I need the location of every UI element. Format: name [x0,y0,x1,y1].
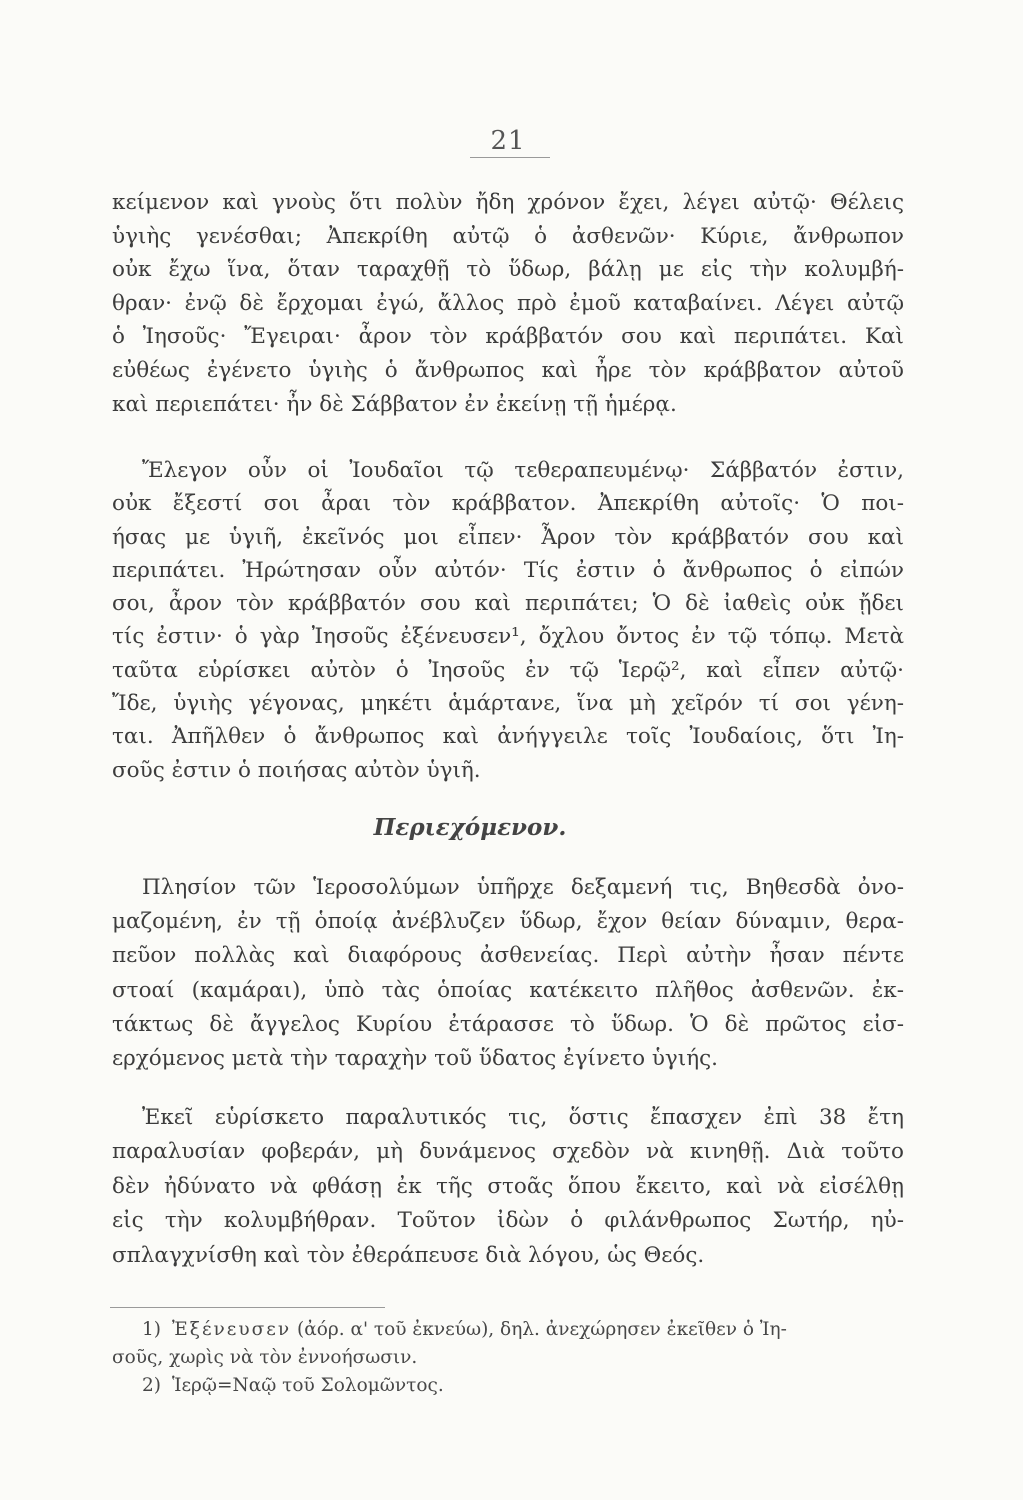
text-line: Ἔλεγον οὖν οἱ Ἰουδαῖοι τῷ τεθεραπευμένῳ· Σάββατόν ἐστιν, [142,458,904,483]
text-line: κείμενον καὶ γνοὺς ὅτι πολὺν ἤδη χρόνον ἔχει, λέγει αὐτῷ· Θέλεις [112,190,904,215]
text-line: ερχόμενος μετὰ τὴν ταραχὴν τοῦ ὕδατος ἐγίνετο ὑγιής. [112,1046,718,1072]
text-line: Ἐκεῖ εὑρίσκετο παραλυτικός τις, ὅστις ἔπασχεν ἐπὶ 38 ἔτη [142,1105,904,1130]
text-line: σοῦς ἐστιν ὁ ποιήσας αὐτὸν ὑγιῆ. [112,757,481,783]
text-line: Πλησίον τῶν Ἱεροσολύμων ὑπῆρχε δεξαμενή τις, Βηθεσδὰ ὀνο- [142,875,904,900]
text-line: στοαί (καμάραι), ὑπὸ τὰς ὁποίας κατέκειτο πλῆθος ἀσθενῶν. ἐκ- [112,977,904,1003]
footnote-text: (ἀόρ. α' τοῦ ἐκνεύω), δηλ. ἀνεχώρησεν ἐκεῖθεν ὁ Ἰη- [296,1319,787,1340]
paragraph-1 [112,186,904,421]
text-line: οὐκ ἔχω ἵνα, ὅταν ταραχθῇ τὸ ὕδωρ, βάλῃ με εἰς τὴν κολυμβή- [112,257,904,283]
page-number-rule [470,157,550,158]
text-line: τάκτως δὲ ἄγγελος Κυρίου ἐτάρασσε τὸ ὕδωρ. Ὁ δὲ πρῶτος εἰσ- [112,1011,904,1037]
footnote-marker: 2) [142,1375,161,1396]
text-line: ὁ Ἰησοῦς· Ἔγειραι· ἆρον τὸν κράββατόν σου καὶ περιπάτει. Καὶ [112,324,904,350]
footnote-text: Ἱερῷ=Ναῷ τοῦ Σολομῶντος. [172,1375,444,1396]
footnote-rule [110,1307,385,1308]
paragraph-3 [112,871,904,1076]
paragraph-4 [112,1101,904,1273]
text-line: τίς ἐστιν· ὁ γὰρ Ἰησοῦς ἐξένευσεν¹, ὄχλου ὄντος ἐν τῷ τόπῳ. Μετὰ [112,624,904,650]
text-line: οὐκ ἔξεστί σοι ἆραι τὸν κράββατον. Ἀπεκρίθη αὐτοῖς· Ὁ ποι- [112,491,904,517]
text-line: ὑγιὴς γενέσθαι; Ἀπεκρίθη αὐτῷ ὁ ἀσθενῶν· Κύριε, ἄνθρωπον [112,223,904,249]
text-line: θραν· ἐνῷ δὲ ἔρχομαι ἐγώ, ἄλλος πρὸ ἐμοῦ καταβαίνει. Λέγει αὐτῷ [112,290,904,316]
footnote-word: Ἐξένευσεν [172,1319,292,1340]
section-title: Περιεχόμενον. [373,814,567,841]
footnote-marker: 1) [142,1319,161,1340]
text-line: εὐθέως ἐγένετο ὑγιὴς ὁ ἄνθρωπος καὶ ἦρε τὸν κράββατον αὐτοῦ [112,357,904,383]
page-number: 21 [490,126,526,156]
text-line: μαζομένη, ἐν τῇ ὁποίᾳ ἀνέβλυζεν ὕδωρ, ἔχον θείαν δύναμιν, θερα- [112,909,904,935]
footnote-1-continuation: σοῦς, χωρὶς νὰ τὸν ἐννοήσωσιν. [112,1347,418,1368]
text-line: ταῦτα εὑρίσκει αὐτὸν ὁ Ἰησοῦς ἐν τῷ Ἱερῷ², καὶ εἶπεν αὐτῷ· [112,657,904,683]
text-line: εἰς τὴν κολυμβήθραν. Τοῦτον ἰδὼν ὁ φιλάνθρωπος Σωτήρ, ηὐ- [112,1208,904,1234]
footnote-1 [112,1316,904,1344]
text-line: δὲν ἠδύνατο νὰ φθάσῃ ἐκ τῆς στοᾶς ὅπου ἔκειτο, καὶ νὰ εἰσέλθῃ [112,1173,904,1199]
text-line: ται. Ἀπῆλθεν ὁ ἄνθρωπος καὶ ἀνήγγειλε τοῖς Ἰουδαίοις, ὅτι Ἰη- [112,724,904,750]
footnote-2 [112,1372,904,1400]
text-line: πεῦον πολλὰς καὶ διαφόρους ἀσθενείας. Περὶ αὐτὴν ἦσαν πέντε [112,943,904,969]
text-line: παραλυσίαν φοβεράν, μὴ δυνάμενος σχεδὸν νὰ κινηθῇ. Διὰ τοῦτο [112,1139,904,1165]
text-line: σοι, ἆρον τὸν κράββατόν σου καὶ περιπάτει; Ὁ δὲ ἰαθεὶς οὐκ ᾔδει [112,591,904,617]
text-line: καὶ περιεπάτει· ἦν δὲ Σάββατον ἐν ἐκείνῃ τῇ ἡμέρᾳ. [112,391,677,417]
text-line: ήσας με ὑγιῆ, ἐκεῖνός μοι εἶπεν· Ἆρον τὸν κράββατόν σου καὶ [112,524,904,550]
paragraph-2 [112,454,904,787]
text-line: σπλαγχνίσθη καὶ τὸν ἐθεράπευσε διὰ λόγου, ὡς Θεός. [112,1242,705,1268]
footnotes [112,1316,904,1400]
text-line: Ἴδε, ὑγιὴς γέγονας, μηκέτι ἁμάρτανε, ἵνα μὴ χεῖρόν τί σοι γένη- [112,691,904,717]
text-line: περιπάτει. Ἠρώτησαν οὖν αὐτόν· Τίς ἐστιν ὁ ἄνθρωπος ὁ εἰπών [112,557,904,583]
